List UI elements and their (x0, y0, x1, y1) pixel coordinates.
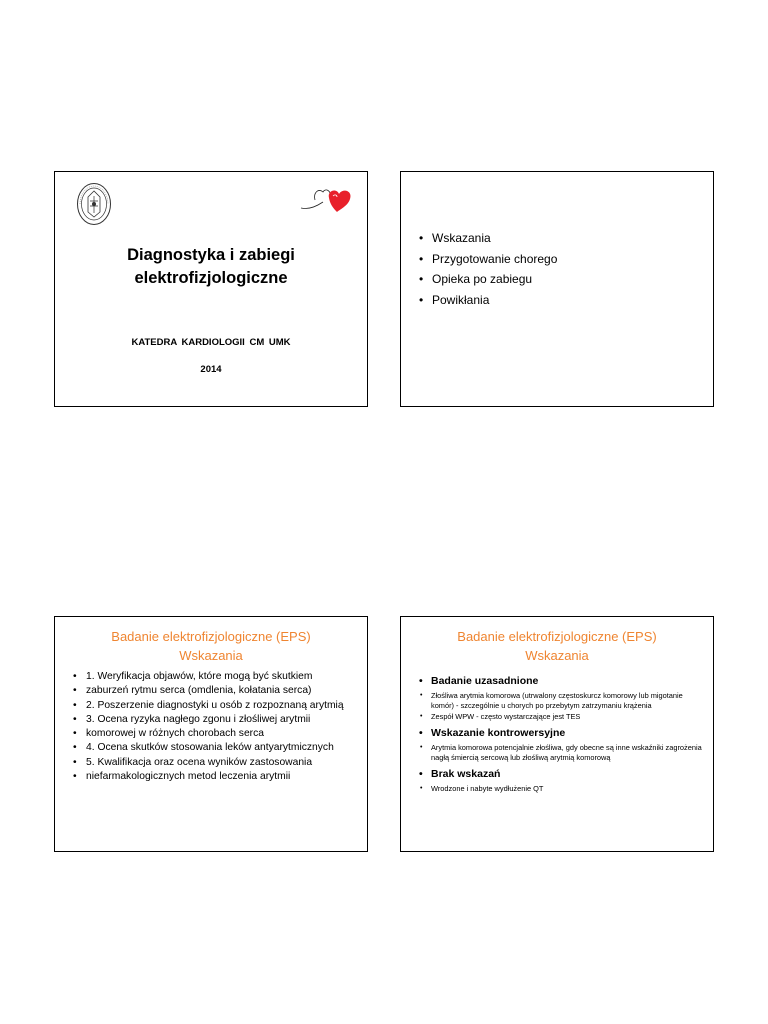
indications-categories (419, 675, 703, 799)
heart-logo-icon (299, 186, 355, 214)
heading-line-1: Badanie elektrofizjologiczne (EPS) (111, 629, 311, 644)
list-item: • zaburzeń rytmu serca (omdlenia, kołatania serca) (73, 685, 353, 698)
slide-title-heading (55, 244, 367, 290)
slide-indications-list (54, 616, 368, 852)
list-item: • komorowej w różnych chorobach serca (73, 728, 353, 741)
category-title: • Wskazanie kontrowersyjne (419, 727, 703, 740)
list-item: • 4. Ocena skutków stosowania leków antyarytmicznych (73, 742, 353, 755)
department-name: KATEDRA KARDIOLOGII CM UMK (131, 337, 291, 348)
slide-heading (401, 627, 713, 665)
list-item: • 1. Weryfikacja objawów, które mogą być skutkiem (73, 671, 353, 684)
list-item: • Złośliwa arytmia komorowa (utrwalony częstoskurcz komorowy lub migotanie komór) - szczególnie u chorych po przebytym zatrzymaniu krążenia (419, 691, 703, 711)
heading-line-1: Badanie elektrofizjologiczne (EPS) (457, 629, 657, 644)
year-label: 2014 (200, 364, 222, 375)
list-item: • Wrodzone i nabyte wydłużenie QT (419, 784, 703, 794)
category-items (419, 691, 703, 722)
university-seal-icon (76, 182, 112, 226)
title-line-1: Diagnostyka i zabiegi (127, 246, 295, 264)
slide-agenda (400, 171, 714, 407)
list-item: • Opieka po zabiegu (419, 269, 557, 290)
slide-heading (55, 627, 367, 665)
category-items (419, 784, 703, 794)
slide-indications-categories (400, 616, 714, 852)
heading-line-2: Wskazania (525, 648, 589, 663)
heading-line-2: Wskazania (179, 648, 243, 663)
list-item: • Wskazania (419, 228, 557, 249)
list-item: • Powikłania (419, 290, 557, 311)
category-items (419, 743, 703, 763)
list-item: • niefarmakologicznych metod leczenia arytmii (73, 771, 353, 784)
list-item: • Zespół WPW - często wystarczające jest TES (419, 712, 703, 722)
category-title: • Brak wskazań (419, 768, 703, 781)
list-item: • Przygotowanie chorego (419, 249, 557, 270)
list-item: • 2. Poszerzenie diagnostyki u osób z rozpoznaną arytmią (73, 700, 353, 713)
list-item: • Arytmia komorowa potencjalnie złośliwa, gdy obecne są inne wskaźniki zagrożenia nagłą śmiercią sercową lub złośliwą arytmią komorową (419, 743, 703, 763)
list-item: • 3. Ocena ryzyka nagłego zgonu i złośliwej arytmii (73, 714, 353, 727)
slide-title (54, 171, 368, 407)
agenda-list (419, 228, 557, 310)
category-title: • Badanie uzasadnione (419, 675, 703, 688)
indications-list (73, 671, 353, 785)
title-line-2: elektrofizjologiczne (134, 269, 288, 287)
list-item: • 5. Kwalifikacja oraz ocena wyników zastosowania (73, 757, 353, 770)
